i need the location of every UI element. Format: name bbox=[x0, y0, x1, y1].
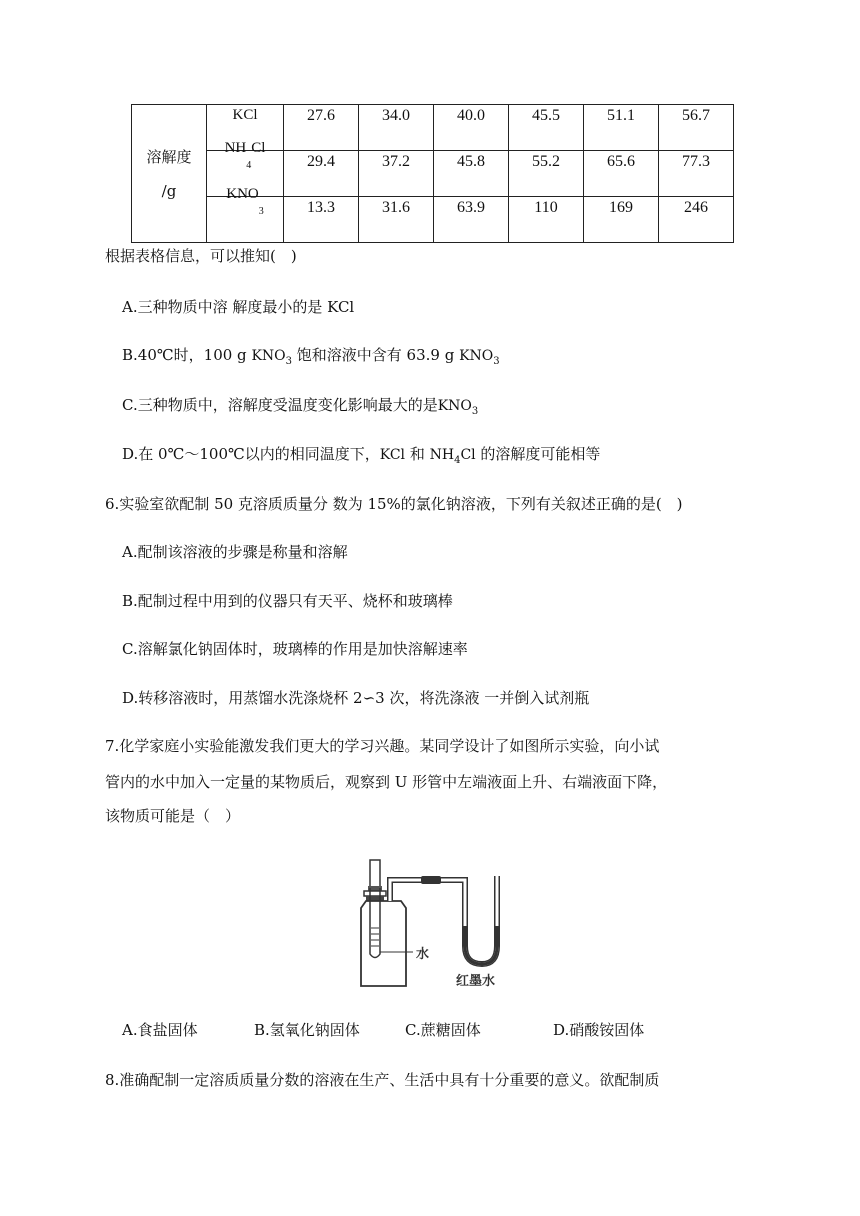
table-row bbox=[132, 105, 734, 151]
table-cell: 246 bbox=[659, 197, 734, 243]
table-row bbox=[132, 197, 734, 243]
table-cell: 29.4 bbox=[284, 151, 359, 197]
water-label: 水 bbox=[416, 947, 430, 962]
table-cell: 51.1 bbox=[584, 105, 659, 151]
stopper bbox=[364, 891, 386, 896]
row-header bbox=[132, 105, 207, 243]
table-cell: 110 bbox=[509, 197, 584, 243]
q6-option-c: C.溶解氯化钠固体时，玻璃棒的作用是加快溶解速率 bbox=[122, 640, 468, 658]
rubber-connector bbox=[421, 876, 441, 884]
table-cell: 65.6 bbox=[584, 151, 659, 197]
q7-option-c: C.蔗糖固体 bbox=[405, 1021, 481, 1039]
table-cell: 55.2 bbox=[509, 151, 584, 197]
test-tube-top bbox=[370, 860, 380, 888]
table-cell: 63.9 bbox=[434, 197, 509, 243]
q5-stem: 根据表格信息，可以推知( ) bbox=[105, 247, 297, 265]
substance-nh4cl: $NH_4Cl$ bbox=[207, 151, 284, 197]
red-ink-label: 红墨水 bbox=[456, 974, 496, 989]
table-cell: 77.3 bbox=[659, 151, 734, 197]
table-row bbox=[132, 151, 734, 197]
table-cell: 45.5 bbox=[509, 105, 584, 151]
q5-option-b: B.40℃时，100 g $KNO_3$ 饱和溶液中含有 63.9 g $KNO_3$ bbox=[122, 346, 500, 367]
q7-option-d: D.硝酸铵固体 bbox=[553, 1021, 645, 1039]
q6-option-a: A.配制该溶液的步骤是称量和溶解 bbox=[122, 543, 348, 561]
q5-option-d: D.在 0℃～100℃以内的相同温度下，KCl 和 $NH_4Cl$ 的溶解度可能相等 bbox=[122, 445, 601, 466]
q8-stem-line1: 8.准确配制一定溶质质量分数的溶液在生产、生活中具有十分重要的意义。欲配制质 bbox=[105, 1071, 660, 1089]
table-cell: 31.6 bbox=[359, 197, 434, 243]
q6-stem: 6.实验室欲配制 50 克溶质质量分 数为 15%的氯化钠溶液，下列有关叙述正确的是( ) bbox=[105, 495, 683, 513]
table-cell: 56.7 bbox=[659, 105, 734, 151]
substance-kno3: $KNO_3$ bbox=[207, 197, 284, 243]
bottle bbox=[361, 901, 406, 986]
row-header-line2: /g bbox=[161, 181, 177, 200]
q5-option-a: A.三种物质中溶 解度最小的是 KCl bbox=[122, 298, 355, 316]
q7-option-a: A.食盐固体 bbox=[122, 1021, 198, 1039]
substance-kcl: KCl bbox=[207, 105, 284, 151]
table-cell: 40.0 bbox=[434, 105, 509, 151]
table-cell: 27.6 bbox=[284, 105, 359, 151]
experiment-figure bbox=[355, 858, 515, 992]
q7-option-b: B.氢氧化钠固体 bbox=[254, 1021, 360, 1039]
table-cell: 34.0 bbox=[359, 105, 434, 151]
red-ink bbox=[465, 926, 497, 964]
table-cell: 37.2 bbox=[359, 151, 434, 197]
row-header-line1: 溶解度 bbox=[146, 147, 192, 166]
q7-stem-line3: 该物质可能是（ ） bbox=[105, 807, 241, 825]
solubility-table bbox=[131, 104, 734, 243]
table-cell: 13.3 bbox=[284, 197, 359, 243]
q6-option-b: B.配制过程中用到的仪器只有天平、烧杯和玻璃棒 bbox=[122, 592, 453, 610]
q7-stem-line1: 7.化学家庭小实验能激发我们更大的学习兴趣。某同学设计了如图所示实验，向小试 bbox=[105, 737, 660, 755]
table-cell: 169 bbox=[584, 197, 659, 243]
table-cell: 45.8 bbox=[434, 151, 509, 197]
q6-option-d: D.转移溶液时，用蒸馏水洗涤烧杯 2∽3 次，将洗涤液 一并倒入试剂瓶 bbox=[122, 689, 590, 707]
q7-stem-line2: 管内的水中加入一定量的某物质后，观察到 U 形管中左端液面上升、右端液面下降， bbox=[105, 773, 668, 791]
q5-option-c: C.三种物质中，溶解度受温度变化影响最大的是$KNO_3$ bbox=[122, 396, 479, 417]
